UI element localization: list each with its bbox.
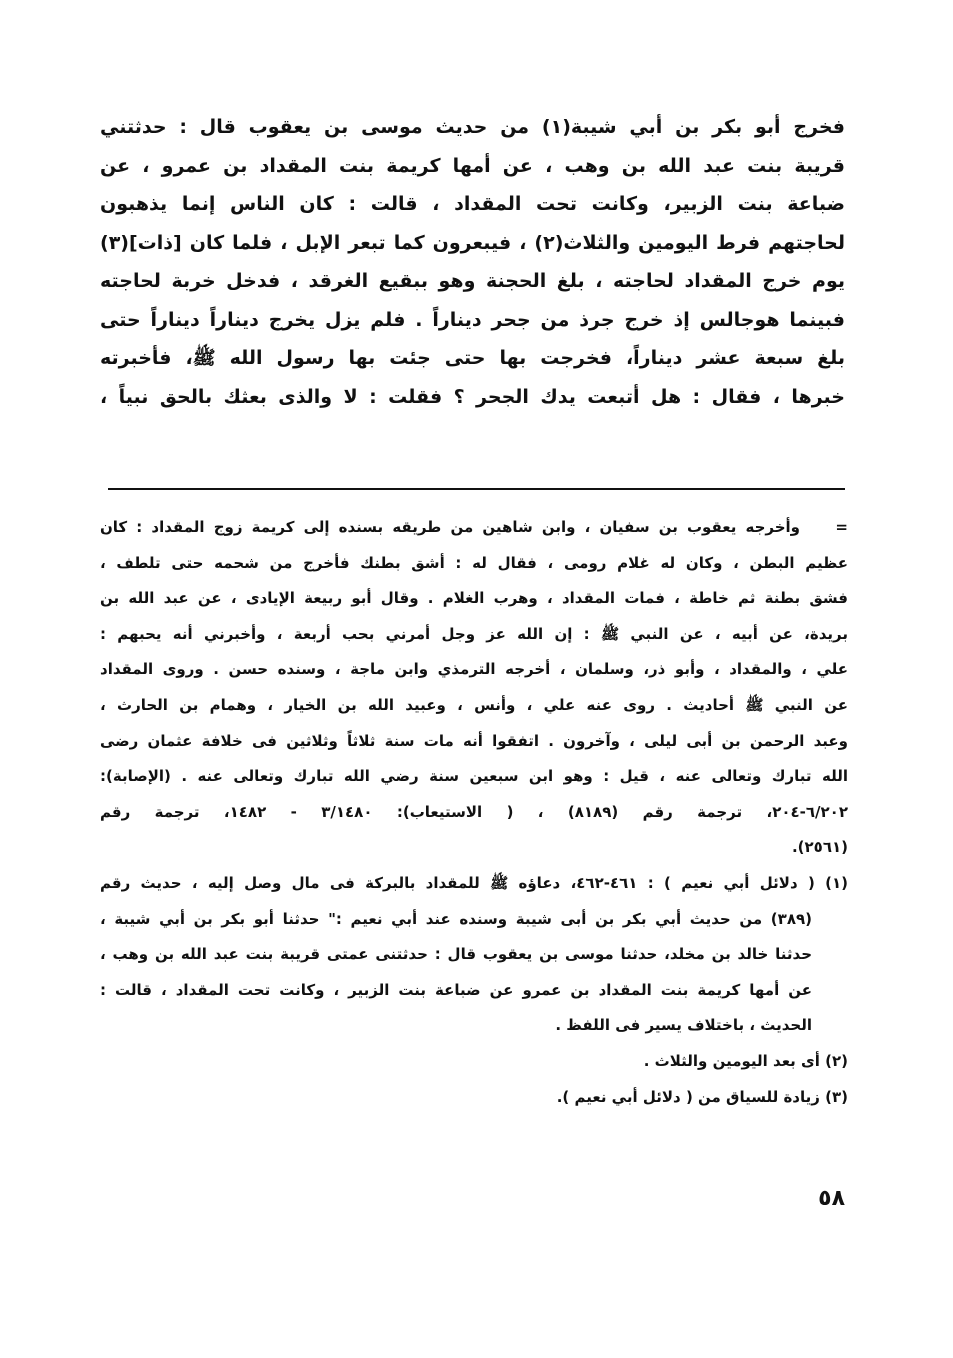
footnote-line: الله تبارك وتعالى عنه ، قيل : وهو ابن سبعين سنة رضي الله تبارك وتعالى عنه . (الإصابة): xyxy=(100,767,848,786)
main-text-block xyxy=(100,108,845,416)
footnote-line: (١) ( دلائل أبي نعيم ) : ٤٦١-٤٦٢، دعاؤه ﷺ للمقداد بالبركة فى مال وصل إليه ، حديث رقم xyxy=(100,873,848,892)
footnote-line: حدثنا خالد بن مخلد، حدثنا موسى بن يعقوب قال : حدثتنى عمتى قريبة بنت عبد الله بن وهب ، xyxy=(100,945,812,964)
main-text-line: لحاجتهم فرط اليومين والثلاث(٢) ، فيبعرون كما تبعر الإبل ، فلما كان [ذات](٣) xyxy=(100,231,845,254)
main-text-line: بلغ سبعة عشر ديناراً، فخرجت بها حتى جئت بها رسول الله ﷺ، فأخبرته xyxy=(100,347,845,369)
footnote-1 xyxy=(100,866,848,1044)
main-text-line: فبينما هوجالس إذ خرج جرذ من جحر ديناراً . فلم يزل يخرج ديناراً ديناراً حتى xyxy=(100,308,845,331)
footnote-line: ٦/٢٠٢-٢٠٤، ترجمة رقم (٨١٨٩) ، ( الاستيعاب): ٣/١٤٨٠ - ١٤٨٢، ترجمة رقم xyxy=(100,802,848,821)
footnote-line: (٣) زيادة للسياق من ( دلائل أبي نعيم ). xyxy=(556,1087,848,1106)
footnote-line: عن أمها كريمة بنت المقداد بن عمرو عن ضباعة بنت الزبير ، وكانت تحت المقداد ، قالت : xyxy=(100,980,812,999)
main-text-line: فخرج أبو بكر بن أبي شيبة(١) من حديث موسى بن يعقوب قال : حدثتني xyxy=(100,116,845,138)
footnote-line: عن النبي ﷺ أحاديث . روى عنه علي ، وأنس ، وعبيد الله بن الخيار ، وهمام بن الحارث ، xyxy=(100,695,848,714)
page-number: ٥٨ xyxy=(818,1186,845,1211)
footnote-line: وعبد الرحمن بن أبى ليلى ، وآخرون . اتفقوا أنه مات سنة ثلاثاً وثلاثين فى خلافة عثمان رضى xyxy=(100,731,848,750)
main-text-line: قريبة بنت عبد الله بن وهب ، عن أمها كريمة بنت المقداد بن عمرو ، عن xyxy=(100,154,845,177)
main-text-line: ضباعة بنت الزبير، وكانت تحت المقداد ، قالت : كان الناس إنما يذهبون xyxy=(100,193,845,215)
continuation-marker: = xyxy=(835,518,848,536)
footnote-line: الحديث ، باختلاف يسير فى اللفظ . xyxy=(555,1016,812,1035)
footnote-line: عظيم البطن ، وكان له غلام رومى ، فقال له : أشق بطنك فأخرج من شحمه حتى تلطف ، xyxy=(100,553,848,572)
footnote-divider xyxy=(108,488,845,490)
footnote-line: (٢) أى بعد اليومين والثلاث . xyxy=(643,1051,848,1070)
footnotes-section xyxy=(100,510,848,1115)
footnote-line: (٢٥٦١). xyxy=(791,838,848,857)
footnote-continuation xyxy=(100,510,848,866)
footnote-2 xyxy=(100,1044,848,1080)
footnote-3 xyxy=(100,1080,848,1116)
footnote-line: (٣٨٩) من حديث أبي بكر بن أبى شيبة وسنده عند أبي نعيم :" حدثنا أبو بكر بن أبي شيبة ، xyxy=(100,909,812,928)
footnote-line: بريدة، عن أبيه ، عن النبي ﷺ : إن الله عز وجل أمرني بحب أربعة ، وأخبرني أنه يحبهم : xyxy=(100,624,848,643)
footnote-line: علي ، والمقداد ، وأبو ذر، وسلمان ، أخرجه الترمذي وابن ماجة ، وسنده حسن . وروى المقداد xyxy=(100,660,848,679)
main-text-line: يوم خرج المقداد لحاجته ، بلغ الحجنة وهو ببقيع الغرقد ، فدخل خربة لحاجته xyxy=(100,270,845,292)
footnote-line: وأخرجه يعقوب بن سفيان ، وابن شاهين من طريقه بسنده إلى كريمة زوج المقداد : كان xyxy=(100,518,800,536)
footnote-line: فشق بطنة ثم خاطة ، فمات المقداد ، وهرب الغلام . وقال أبو ربيعة الإيادى ، عن عبد الله بن xyxy=(100,589,848,608)
main-text-line: خبرها ، فقال : هل أتبعت يدك الجحر ؟ فقلت : لا والذى بعثك بالحق نبياً ، xyxy=(100,385,845,408)
